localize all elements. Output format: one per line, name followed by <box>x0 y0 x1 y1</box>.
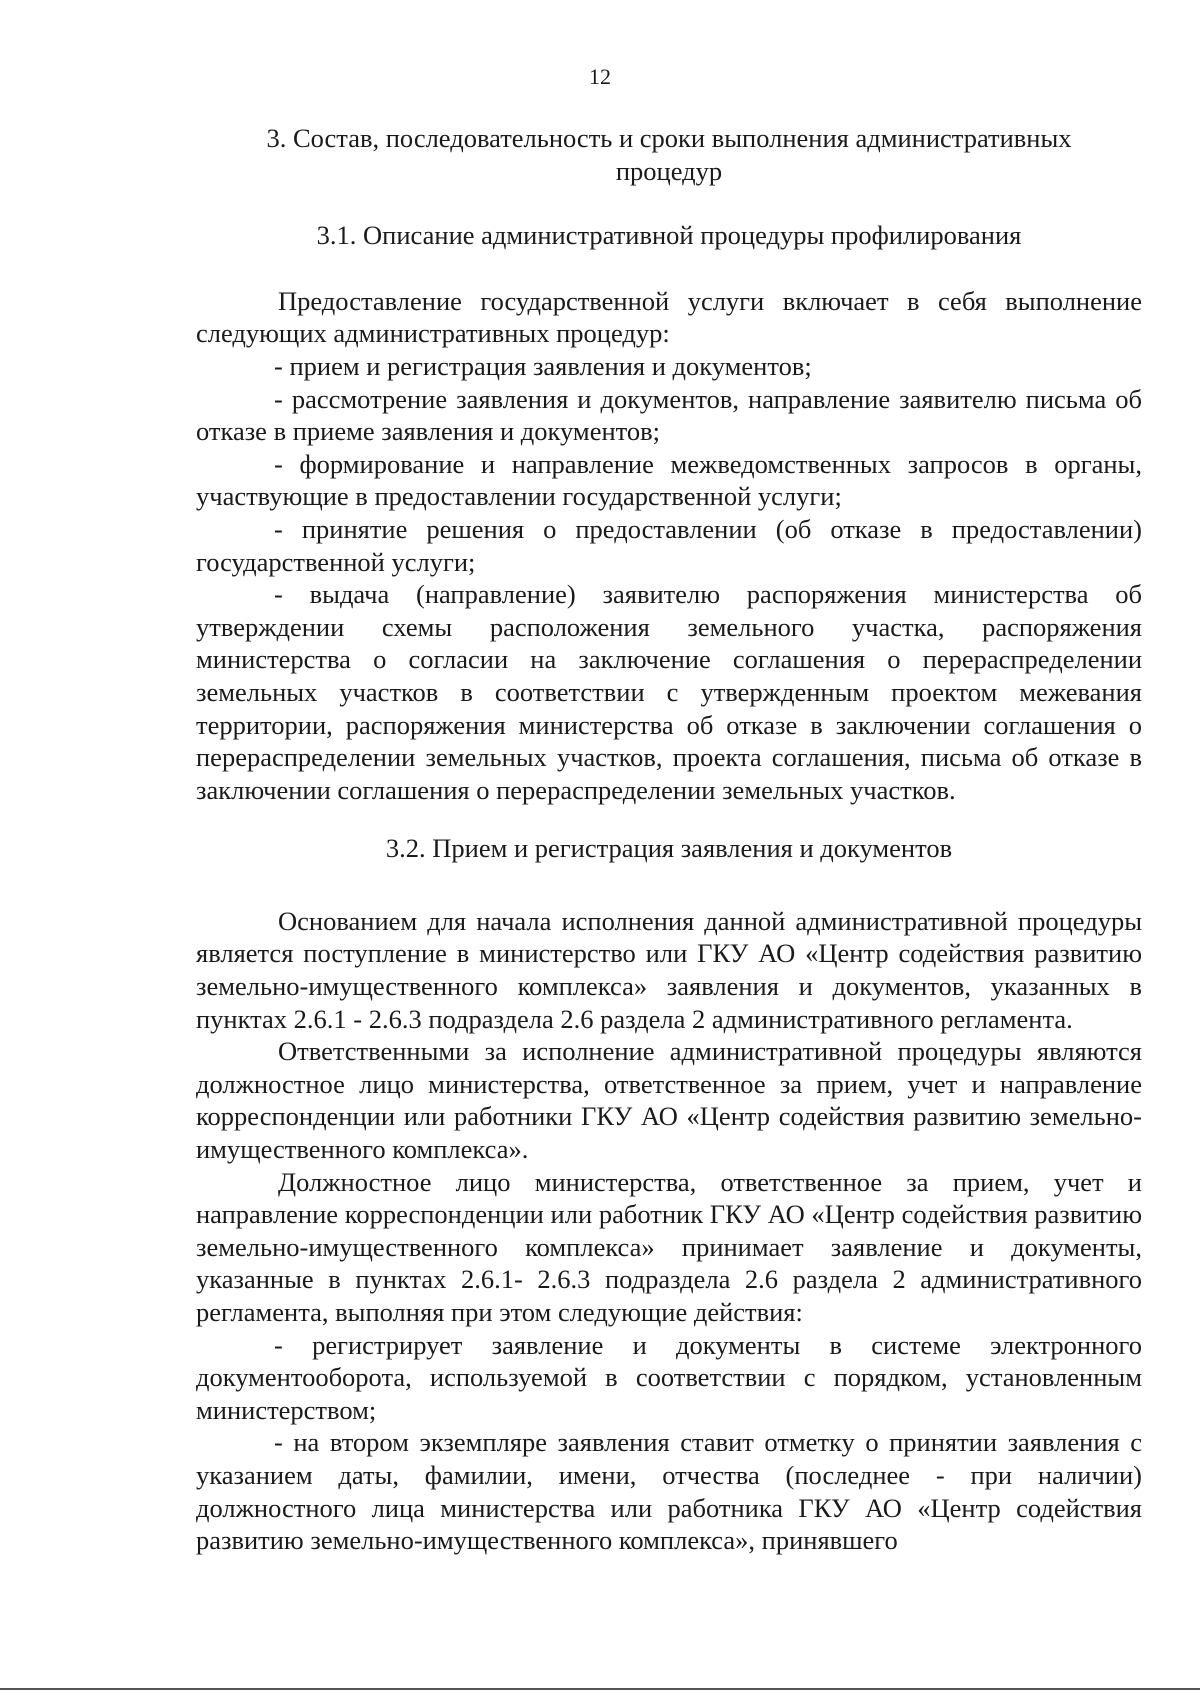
action-list-item: - на втором экземпляре заявления ставит отметку о принятии заявления с указанием даты, фамилии, имени, отчества (последнее - при наличии) должностного лица министерства или работника ГКУ АО «Центр содействия развитию земельно-имущественного комплекса», принявшего <box>196 1427 1142 1556</box>
procedure-list-item: - принятие решения о предоставлении (об отказе в предоставлении) государственной услуги; <box>196 513 1142 577</box>
procedure-list-item: - прием и регистрация заявления и документов; <box>274 350 812 381</box>
subsection-2-paragraph: Должностное лицо министерства, ответственное за прием, учет и направление корреспонденции или работник ГКУ АО «Центр содействия развитию земельно-имущественного комплекса» принимает заявление и документы, указанные в пунктах 2.6.1- 2.6.3 подраздела 2.6 раздела 2 административного регламента, выполняя при этом следующие действия: <box>196 1166 1142 1327</box>
page-number: 12 <box>589 64 611 89</box>
subsection-2-heading: 3.2. Прием и регистрация заявления и документов <box>385 833 953 864</box>
procedure-list-item: - формирование и направление межведомственных запросов в органы, участвующие в предоставлении государственной услуги; <box>196 448 1142 512</box>
subsection-2-paragraph: Основанием для начала исполнения данной административной процедуры является поступление в министерство или ГКУ АО «Центр содействия развитию земельно-имущественного комплекса» заявления и документов, указанных в пунктах 2.6.1 - 2.6.3 подраздела 2.6 раздела 2 административного регламента. <box>196 905 1142 1034</box>
action-list-item: - регистрирует заявление и документы в системе электронного документооборота, используемой в соответствии с порядком, установленным министерством; <box>196 1329 1142 1425</box>
subsection-2-paragraph: Ответственными за исполнение административной процедуры являются должностное лицо министерства, ответственное за прием, учет и направление корреспонденции или работники ГКУ АО «Центр содействия развитию земельно-имущественного комплекса». <box>196 1036 1142 1165</box>
subsection-1-heading: 3.1. Описание административной процедуры профилирования <box>316 220 1022 251</box>
procedure-list-item: - выдача (направление) заявителю распоряжения министерства об утверждении схемы расположения земельного участка, распоряжения министерства о согласии на заключение соглашения о перераспределении земельных участков в соответствии с утвержденным проектом межевания территории, распоряжения министерства об отказе в заключении соглашения о перераспределении земельных участков, проекта соглашения, письма об отказе в заключении соглашения о перераспределении земельных участков. <box>196 579 1142 805</box>
section-heading: 3. Состав, последовательность и сроки выполнения административных процедур <box>266 123 1072 186</box>
subsection-1-intro: Предоставление государственной услуги включает в себя выполнение следующих административных процедур: <box>196 285 1142 349</box>
procedure-list-item: - рассмотрение заявления и документов, направление заявителю письма об отказе в приеме заявления и документов; <box>196 383 1142 447</box>
page-content <box>196 118 1142 1557</box>
scan-edge-line <box>0 1688 1200 1690</box>
